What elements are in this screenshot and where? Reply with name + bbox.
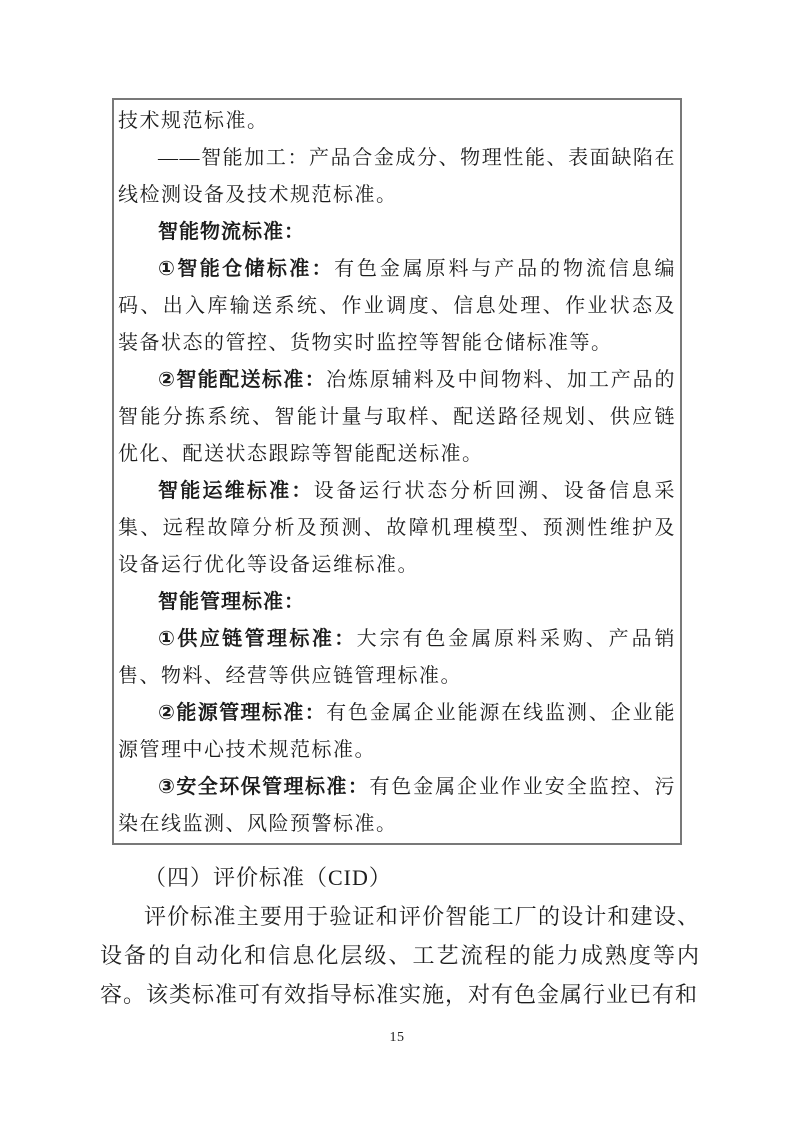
section-heading: （四）评价标准（CID） <box>144 865 392 890</box>
text-segment: 有色金属原料与产品的物流信息编码、出入库输送系统、作业调度、信息处理、作业状态及装备状态的管控、货物实时监控等智能仓储标准等。 <box>118 258 677 354</box>
box-paragraph <box>118 140 676 214</box>
text-segment: ——智能加工：产品合金成分、物理性能、表面缺陷在线检测设备及技术规范标准。 <box>118 147 676 206</box>
text-segment: 冶炼原辅料及中间物料、加工产品的智能分拣系统、智能计量与取样、配送路径规划、供应链优化、配送状态跟踪等智能配送标准。 <box>118 369 677 465</box>
text-column <box>100 98 700 1014</box>
page-number: 15 <box>389 1030 405 1045</box>
box-paragraphs <box>118 103 676 843</box>
text-segment: 设备运行状态分析回溯、设备信息采集、远程故障分析及预测、故障机理模型、预测性维护及设备运行优化等设备运维标准。 <box>118 480 677 576</box>
box-paragraph <box>118 584 676 621</box>
text-segment: 有色金属企业作业安全监控、污染在线监测、风险预警标准。 <box>118 776 676 835</box>
box-paragraph <box>118 362 676 473</box>
text-segment: 技术规范标准。 <box>118 110 269 132</box>
bold-heading-segment: ③安全环保管理标准： <box>158 776 370 798</box>
content-table-box <box>112 98 682 845</box>
bold-heading-segment: 智能管理标准： <box>158 591 305 613</box>
box-paragraph <box>118 214 676 251</box>
box-paragraph <box>118 621 676 695</box>
box-paragraph <box>118 103 676 140</box>
bold-heading-segment: 智能物流标准： <box>158 221 305 243</box>
bold-heading-segment: ①供应链管理标准： <box>158 628 357 650</box>
box-paragraph <box>118 769 676 843</box>
bold-heading-segment: ②智能配送标准： <box>158 369 327 391</box>
text-segment: 大宗有色金属原料采购、产品销售、物料、经营等供应链管理标准。 <box>118 628 677 687</box>
text-segment: 有色金属企业能源在线监测、企业能源管理中心技术规范标准。 <box>118 702 677 761</box>
below-box-section <box>100 858 700 1014</box>
box-paragraph <box>118 473 676 584</box>
body-paragraph: 评价标准主要用于验证和评价智能工厂的设计和建设、设备的自动化和信息化层级、工艺流程的能力成熟度等内容。该类标准可有效指导标准实施，对有色金属行业已有和 <box>100 904 700 1007</box>
bold-heading-segment: ①智能仓储标准： <box>158 258 335 280</box>
box-paragraph <box>118 695 676 769</box>
box-paragraph <box>118 251 676 362</box>
bold-heading-segment: ②能源管理标准： <box>158 702 327 724</box>
bold-heading-segment: 智能运维标准： <box>158 480 314 502</box>
